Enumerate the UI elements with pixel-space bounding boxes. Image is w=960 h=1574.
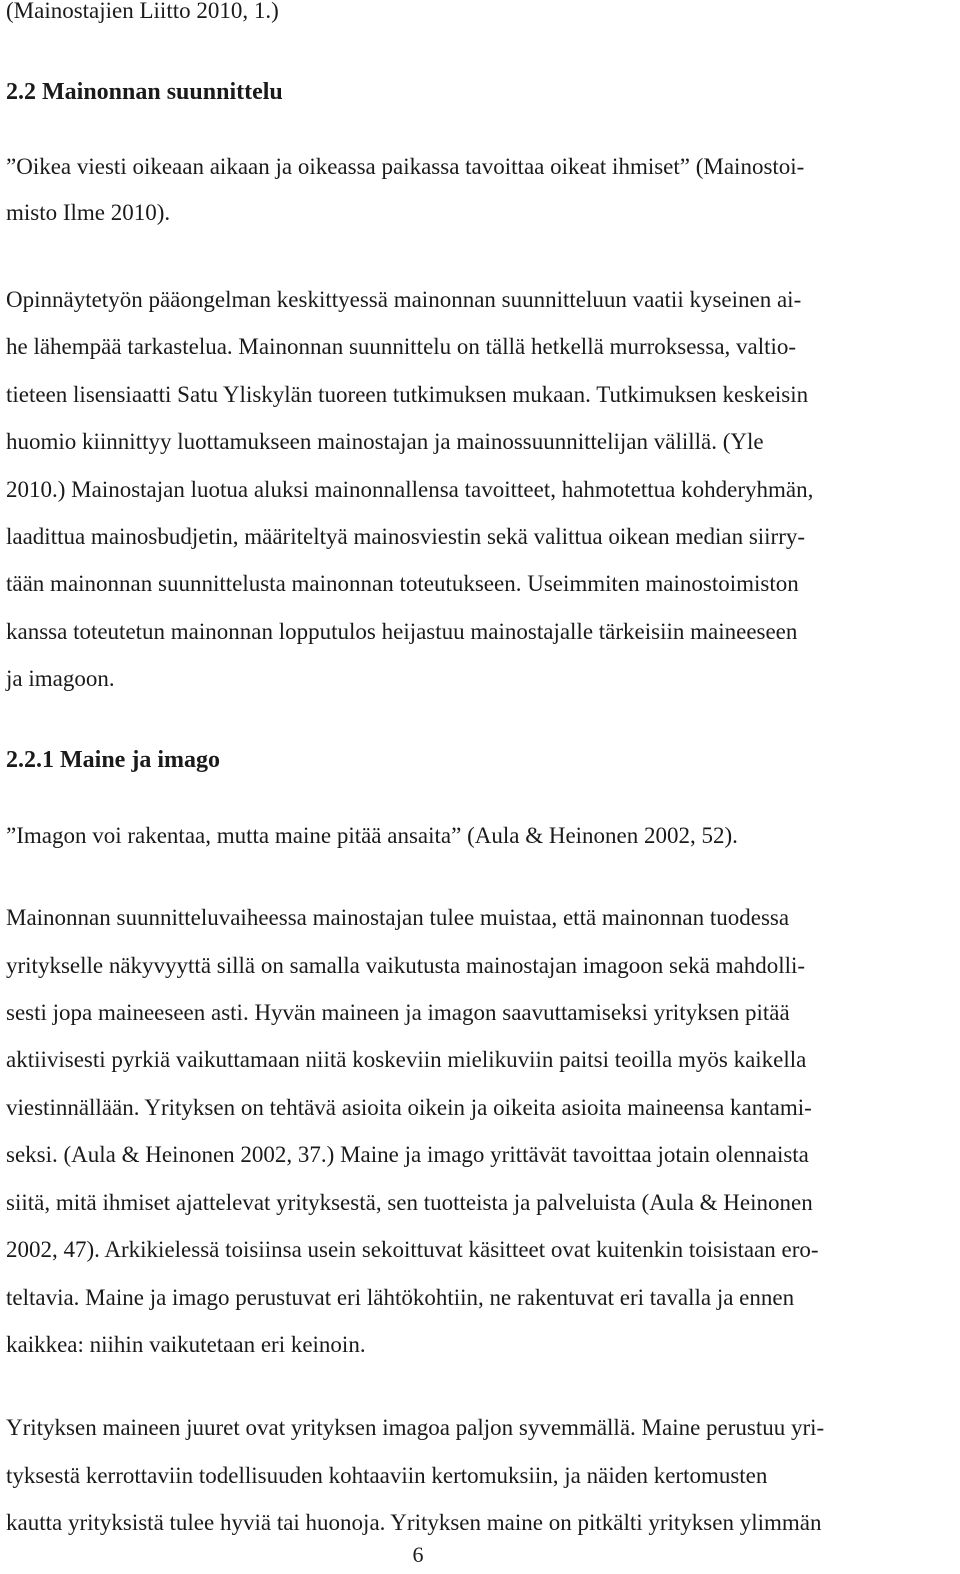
paragraph-line: laadittua mainosbudjetin, määriteltyä mainosviestin sekä valittua oikean median siirry-: [6, 524, 806, 549]
paragraph-line: siitä, mitä ihmiset ajattelevat yrityksestä, sen tuotteista ja palveluista (Aula & Heinonen: [6, 1190, 813, 1215]
paragraph-line: kaikkea: niihin vaikutetaan eri keinoin.: [6, 1332, 366, 1357]
section-heading-2-2-1: 2.2.1 Maine ja imago: [6, 747, 220, 773]
paragraph-line: 2002, 47). Arkikielessä toisiinsa usein sekoittuvat käsitteet ovat kuitenkin toisistaan ero-: [6, 1237, 819, 1262]
quote-line: misto Ilme 2010).: [6, 200, 171, 225]
top-citation: (Mainostajien Liitto 2010, 1.): [6, 0, 279, 23]
paragraph-line: huomio kiinnittyy luottamukseen mainostajan ja mainossuunnittelijan välillä. (Yle: [6, 429, 764, 454]
quote-line: ”Oikea viesti oikeaan aikaan ja oikeassa paikassa tavoittaa oikeat ihmiset” (Mainostoi-: [6, 154, 805, 179]
paragraph-line: tieteen lisensiaatti Satu Yliskylän tuoreen tutkimuksen mukaan. Tutkimuksen keskeisin: [6, 382, 809, 407]
paragraph-line: sesti jopa maineeseen asti. Hyvän maineen ja imagon saavuttamiseksi yrityksen pitää: [6, 1000, 790, 1025]
paragraph-line: tyksestä kerrottaviin todellisuuden kohtaaviin kertomuksiin, ja näiden kertomusten: [6, 1463, 768, 1488]
paragraph-line: Opinnäytetyön pääongelman keskittyessä mainonnan suunnitteluun vaatii kyseinen ai-: [6, 287, 802, 312]
paragraph-line: aktiivisesti pyrkiä vaikuttamaan niitä koskeviin mielikuviin paitsi teoilla myös kaikella: [6, 1047, 807, 1072]
paragraph-line: tään mainonnan suunnittelusta mainonnan toteutukseen. Useimmiten mainostoimiston: [6, 571, 799, 596]
paragraph-line: teltavia. Maine ja imago perustuvat eri lähtökohtiin, ne rakentuvat eri tavalla ja ennen: [6, 1285, 795, 1310]
paragraph-line: kautta yrityksistä tulee hyviä tai huonoja. Yrityksen maine on pitkälti yrityksen ylimmän: [6, 1510, 822, 1535]
section-heading-2-2: 2.2 Mainonnan suunnittelu: [6, 79, 283, 105]
paragraph-line: Mainonnan suunnitteluvaiheessa mainostajan tulee muistaa, että mainonnan tuodessa: [6, 905, 790, 930]
paragraph-line: ja imagoon.: [6, 666, 115, 691]
paragraph-line: viestinnällään. Yrityksen on tehtävä asioita oikein ja oikeita asioita maineensa kantami-: [6, 1095, 812, 1120]
quote-line: ”Imagon voi rakentaa, mutta maine pitää ansaita” (Aula & Heinonen 2002, 52).: [6, 823, 738, 848]
paragraph-line: kanssa toteutetun mainonnan lopputulos heijastuu mainostajalle tärkeisiin maineeseen: [6, 619, 798, 644]
paragraph-line: Yrityksen maineen juuret ovat yrityksen imagoa paljon syvemmällä. Maine perustuu yri-: [6, 1415, 825, 1440]
paragraph-line: he lähempää tarkastelua. Mainonnan suunnittelu on tällä hetkellä murroksessa, valtio-: [6, 334, 797, 359]
paragraph-line: seksi. (Aula & Heinonen 2002, 37.) Maine ja imago yrittävät tavoittaa jotain olennaista: [6, 1142, 809, 1167]
page-number: 6: [412, 1542, 424, 1567]
paragraph-line: yritykselle näkyvyyttä sillä on samalla vaikutusta mainostajan imagoon sekä mahdolli-: [6, 953, 806, 978]
paragraph-line: 2010.) Mainostajan luotua aluksi mainonnallensa tavoitteet, hahmotettua kohderyhmän,: [6, 477, 814, 502]
